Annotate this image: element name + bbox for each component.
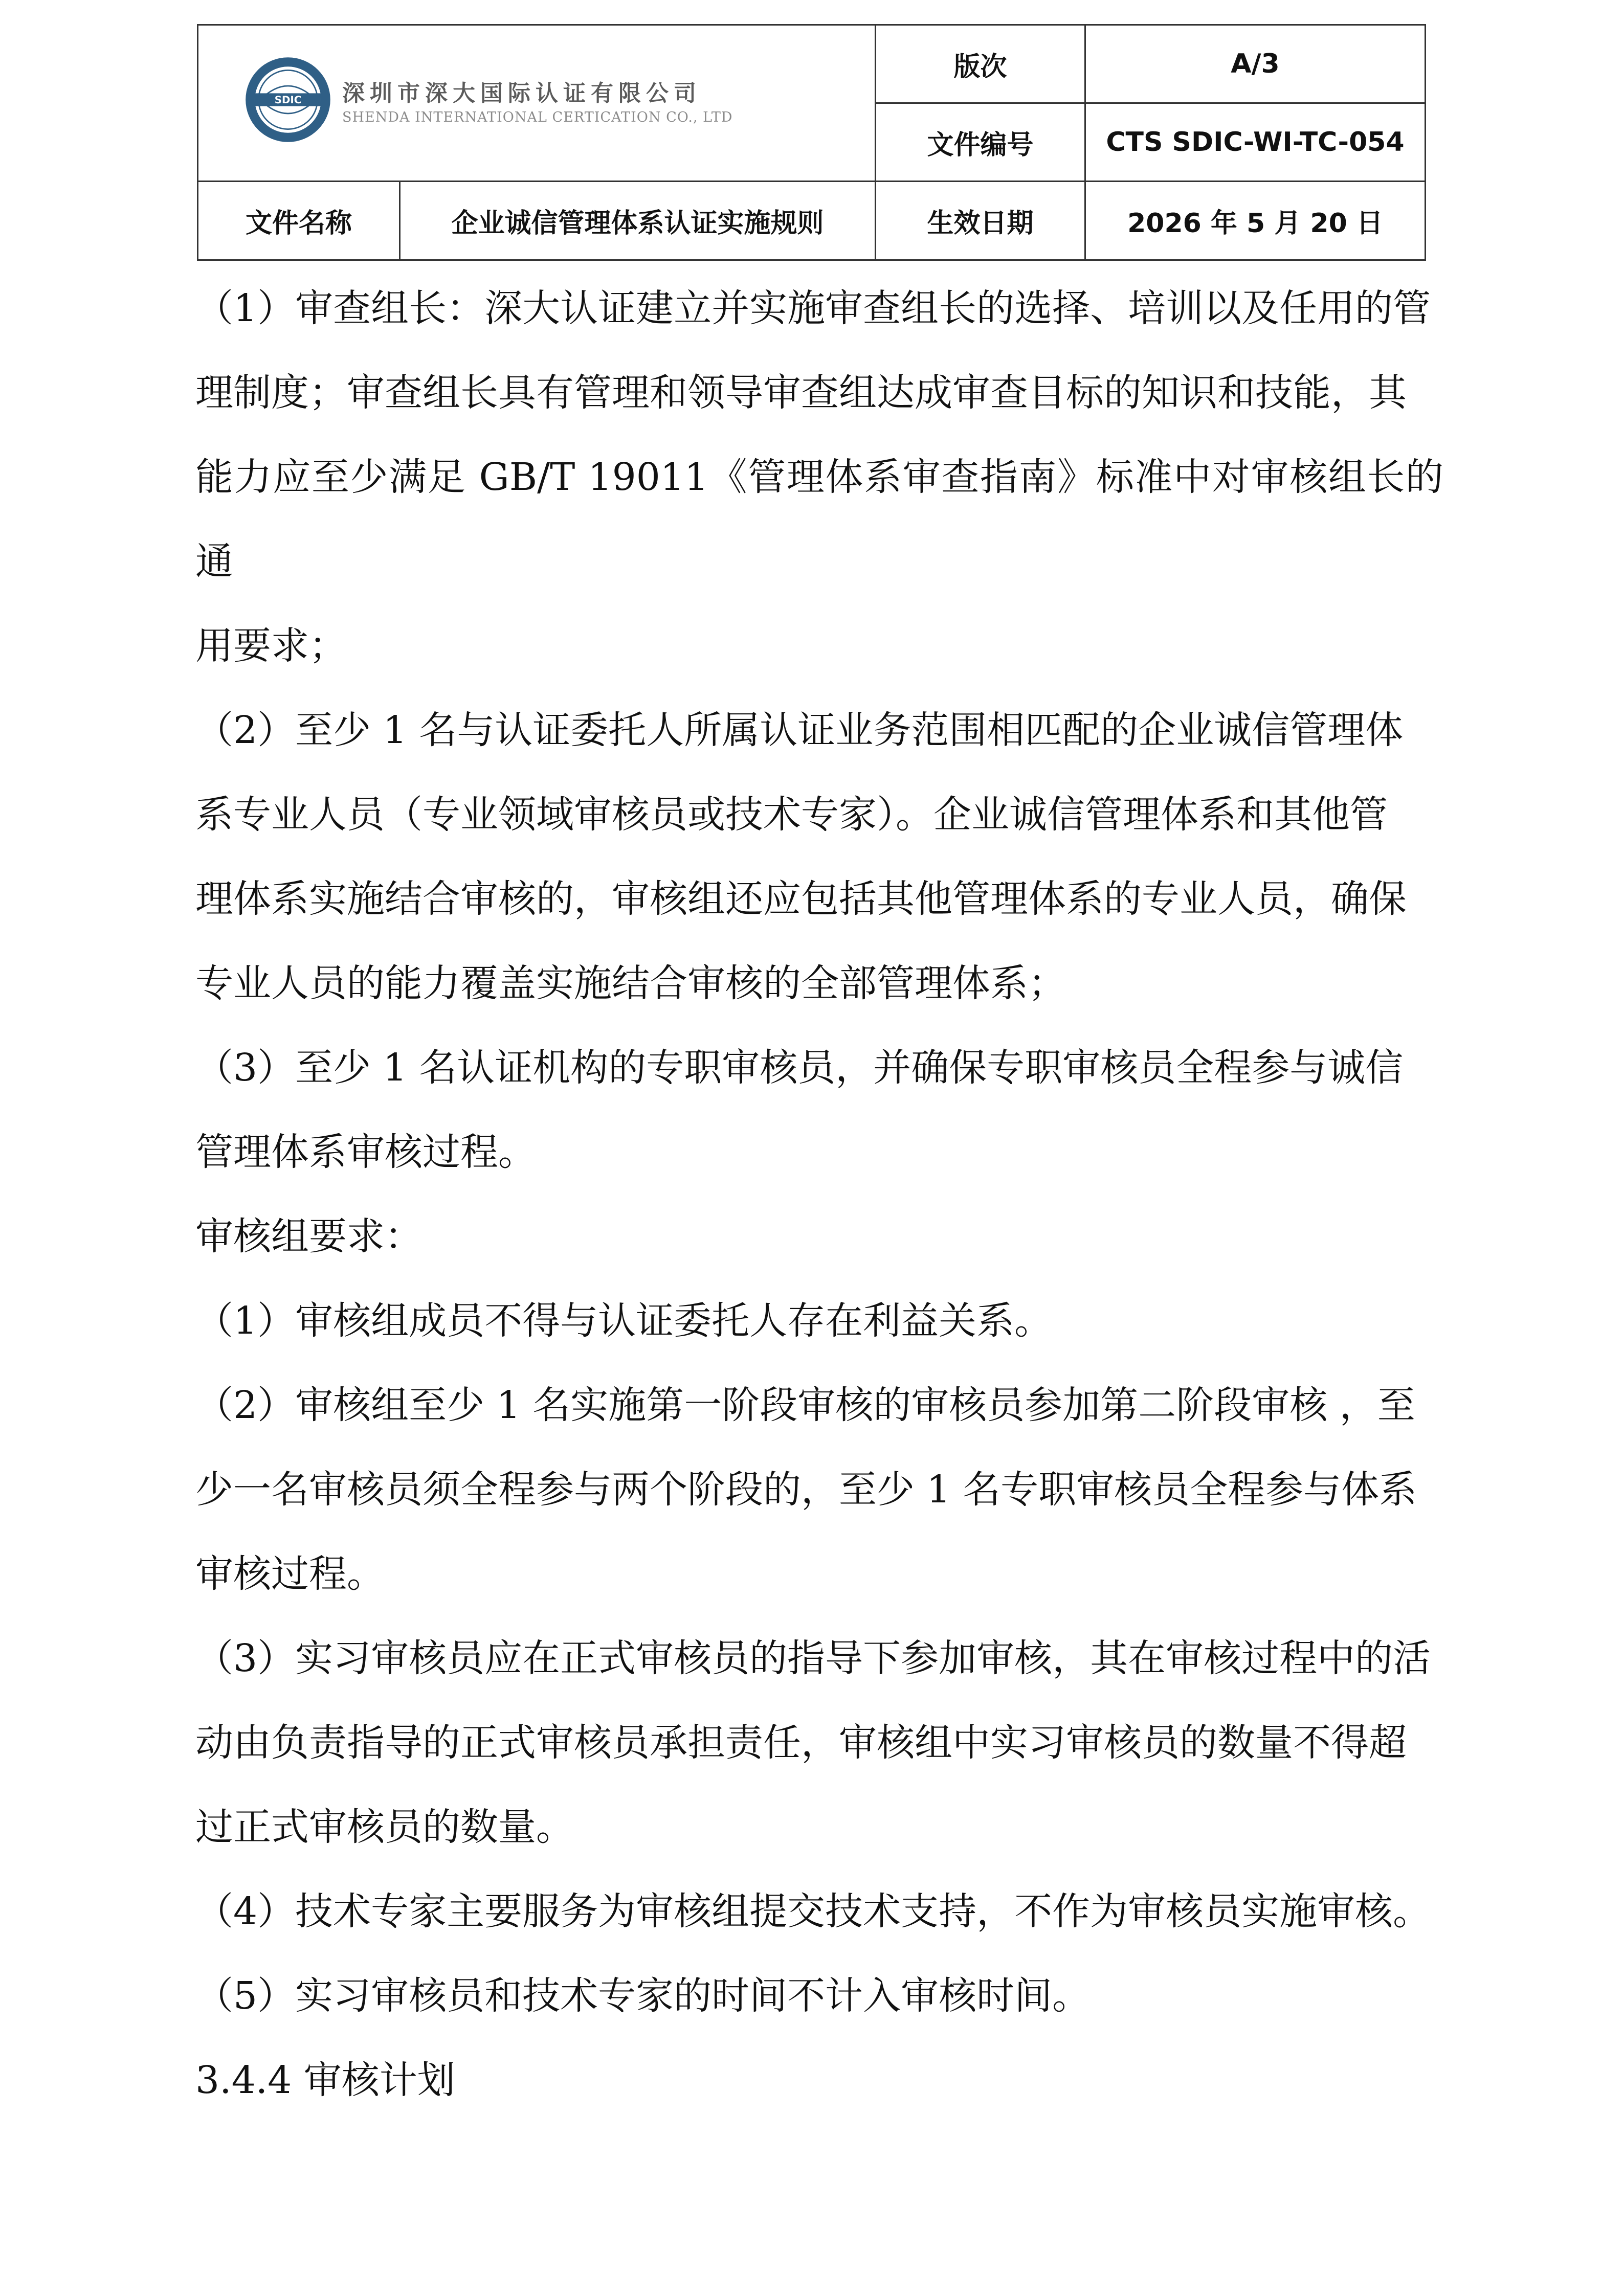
body-line: （3）实习审核员应在正式审核员的指导下参加审核，其在审核过程中的活: [195, 1636, 1431, 1680]
body-line: （2）至少 1 名与认证委托人所属认证业务范围相匹配的企业诚信管理体: [195, 708, 1404, 752]
effective-date-label: 生效日期: [876, 182, 1085, 260]
body-line: 用要求；: [195, 624, 347, 668]
version-label: 版次: [876, 25, 1085, 103]
body-line: 过正式审核员的数量。: [195, 1805, 574, 1849]
doc-name-value: 企业诚信管理体系认证实施规则: [400, 182, 876, 260]
body-line: （3）至少 1 名认证机构的专职审核员，并确保专职审核员全程参与诚信: [195, 1046, 1404, 1090]
version-value: A/3: [1085, 25, 1426, 103]
company-seal-icon: [242, 54, 334, 146]
document-body: [195, 266, 1443, 2123]
company-logo: [242, 54, 732, 146]
section-heading: 3.4.4 审核计划: [195, 2058, 455, 2102]
body-line: 能力应至少满足 GB/T 19011《管理体系审查指南》标准中对审核组长的通: [195, 455, 1443, 583]
body-line: 动由负责指导的正式审核员承担责任，审核组中实习审核员的数量不得超: [195, 1721, 1407, 1765]
logo-text: SDIC: [274, 94, 302, 106]
body-line: 理体系实施结合审核的，审核组还应包括其他管理体系的专业人员，确保: [195, 877, 1407, 921]
body-line: 管理体系审核过程。: [195, 1130, 536, 1174]
body-line: 专业人员的能力覆盖实施结合审核的全部管理体系；: [195, 961, 1066, 1005]
body-line: （2）审核组至少 1 名实施第一阶段审核的审核员参加第二阶段审核 ，至: [195, 1383, 1415, 1427]
company-logo-cell: [198, 25, 876, 182]
body-line: （5）实习审核员和技术专家的时间不计入审核时间。: [195, 1974, 1091, 2018]
body-line: 审核过程。: [195, 1552, 385, 1596]
section-label: 审核组要求：: [195, 1214, 422, 1258]
body-line: （1）审查组长：深大认证建立并实施审查组长的选择、培训以及任用的管: [195, 286, 1431, 330]
body-line: 少一名审核员须全程参与两个阶段的，至少 1 名专职审核员全程参与体系: [195, 1468, 1417, 1512]
document-header-table: [197, 24, 1426, 261]
body-line: （1）审核组成员不得与认证委托人存在利益关系。: [195, 1299, 1053, 1343]
body-line: 理制度；审查组长具有管理和领导审查组达成审查目标的知识和技能，其: [195, 371, 1407, 415]
doc-number-value: CTS SDIC-WI-TC-054: [1085, 103, 1426, 182]
doc-name-label: 文件名称: [198, 182, 400, 260]
body-line: （4）技术专家主要服务为审核组提交技术支持，不作为审核员实施审核。: [195, 1889, 1431, 1933]
body-line: 系专业人员（专业领域审核员或技术专家）。企业诚信管理体系和其他管: [195, 793, 1388, 837]
doc-number-label: 文件编号: [876, 103, 1085, 182]
effective-date-value: 2026 年 5 月 20 日: [1085, 182, 1426, 260]
company-name-cn: 深圳市深大国际认证有限公司: [342, 80, 701, 106]
company-name-en: SHENDA INTERNATIONAL CERTICATION CO., LTD: [342, 109, 733, 125]
